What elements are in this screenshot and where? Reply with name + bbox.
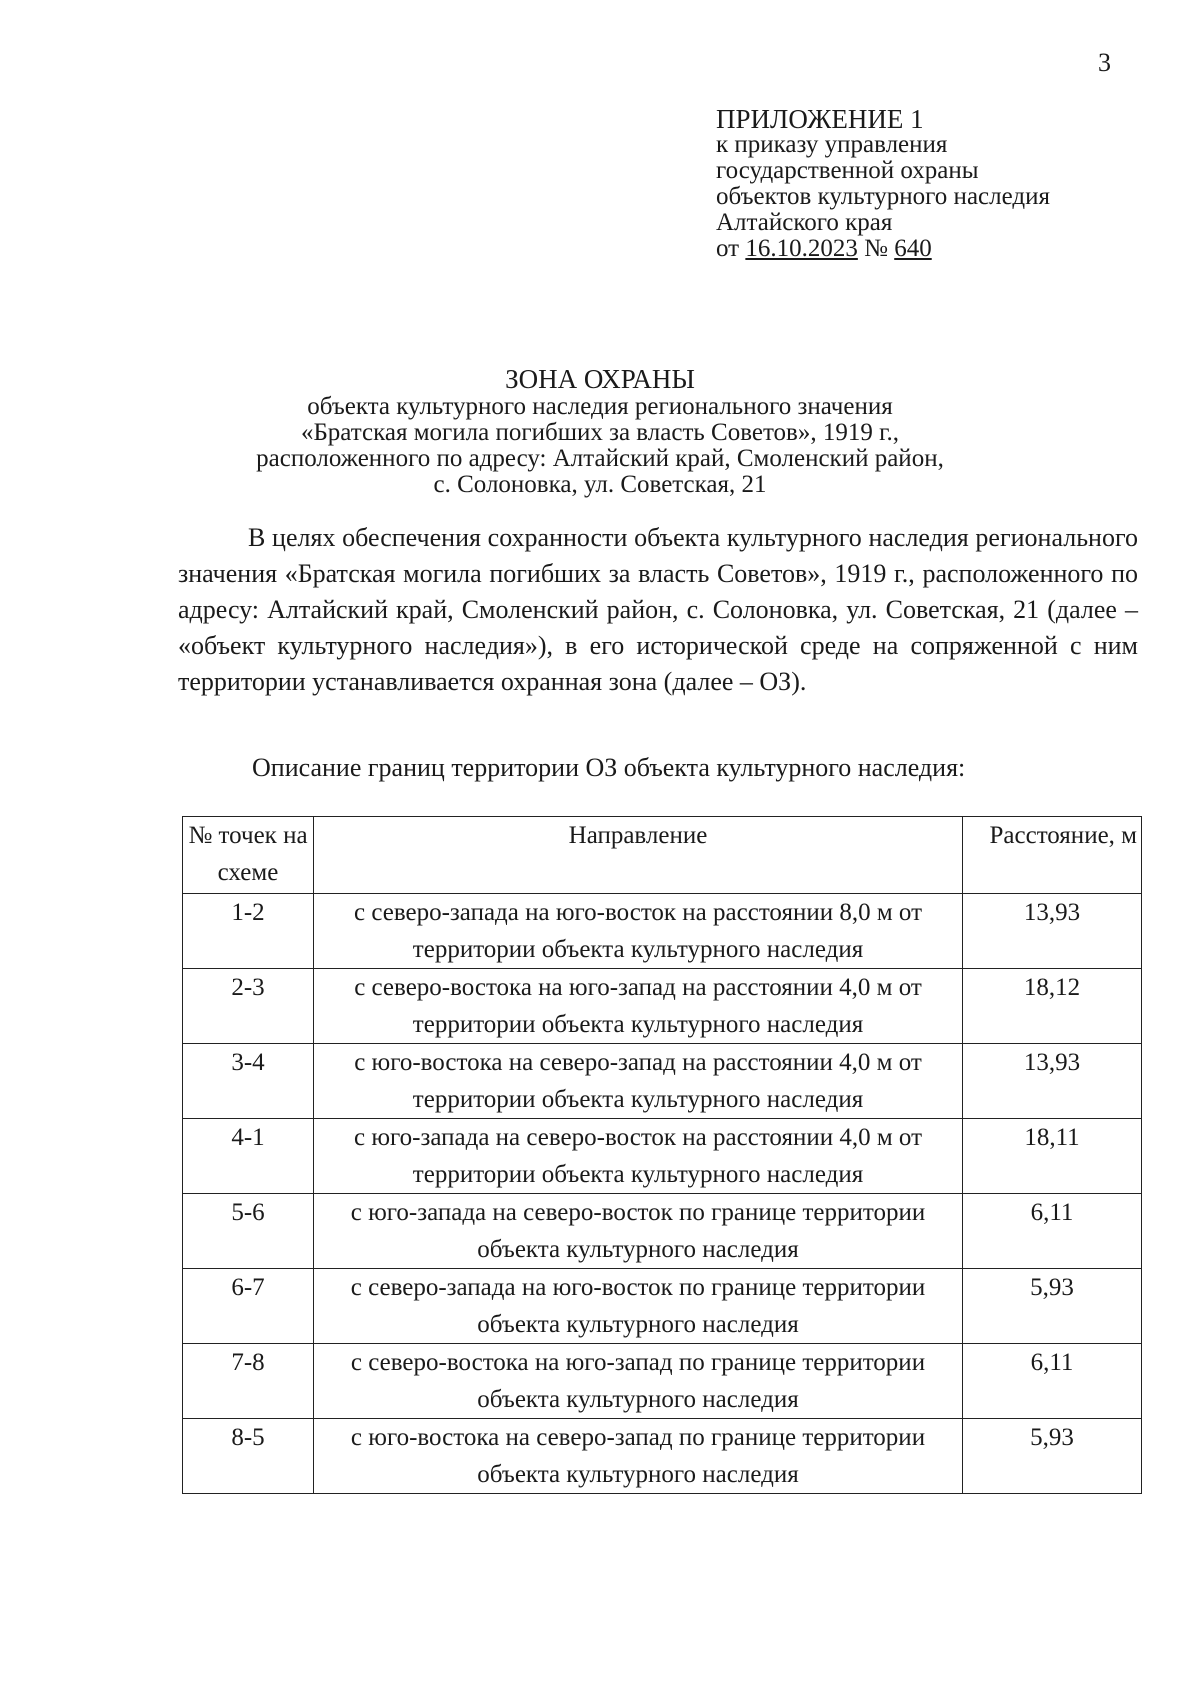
table-row	[183, 1044, 1142, 1119]
appendix-date-line	[716, 236, 1156, 262]
boundaries-table	[182, 816, 1142, 1494]
cell-distance: 18,12	[963, 969, 1142, 1044]
cell-points: 8-5	[183, 1419, 314, 1494]
table-header-row	[183, 817, 1142, 894]
table-row	[183, 1269, 1142, 1344]
page-number: 3	[1098, 48, 1111, 77]
cell-distance: 6,11	[963, 1194, 1142, 1269]
zone-title: ЗОНА ОХРАНЫ	[505, 364, 695, 394]
cell-distance: 5,93	[963, 1419, 1142, 1494]
cell-direction: с юго-запада на северо-восток по границе территории объекта культурного наследия	[314, 1194, 963, 1269]
table-row	[183, 1194, 1142, 1269]
cell-direction: с северо-востока на юго-запад на расстоянии 4,0 м от территории объекта культурного наследия	[314, 969, 963, 1044]
cell-direction: с северо-запада на юго-восток на расстоянии 8,0 м от территории объекта культурного наследия	[314, 894, 963, 969]
table-caption: Описание границ территории ОЗ объекта культурного наследия:	[252, 753, 966, 782]
zone-subtitle-line: с. Солоновка, ул. Советская, 21	[433, 471, 767, 498]
cell-distance: 13,93	[963, 894, 1142, 969]
cell-points: 5-6	[183, 1194, 314, 1269]
header-distance: Расстояние, м	[963, 817, 1142, 894]
appendix-line: Алтайского края	[716, 209, 893, 236]
zone-subtitle-line: объекта культурного наследия регионального значения	[307, 393, 893, 420]
order-number: 640	[894, 235, 932, 262]
table-row	[183, 1344, 1142, 1419]
cell-points: 4-1	[183, 1119, 314, 1194]
cell-points: 3-4	[183, 1044, 314, 1119]
cell-points: 7-8	[183, 1344, 314, 1419]
cell-distance: 6,11	[963, 1344, 1142, 1419]
table-row	[183, 969, 1142, 1044]
table-row	[183, 894, 1142, 969]
cell-distance: 13,93	[963, 1044, 1142, 1119]
cell-points: 1-2	[183, 894, 314, 969]
cell-direction: с северо-запада на юго-восток по границе территории объекта культурного наследия	[314, 1269, 963, 1344]
cell-distance: 18,11	[963, 1119, 1142, 1194]
appendix-line: к приказу управления	[716, 131, 948, 158]
header-direction: Направление	[314, 817, 963, 894]
date-prefix: от	[716, 235, 746, 262]
cell-points: 2-3	[183, 969, 314, 1044]
cell-direction: с юго-запада на северо-восток на расстоянии 4,0 м от территории объекта культурного наследия	[314, 1119, 963, 1194]
header-points: № точек на схеме	[183, 817, 314, 894]
appendix-line: государственной охраны	[716, 157, 979, 184]
cell-direction: с юго-востока на северо-запад по границе территории объекта культурного наследия	[314, 1419, 963, 1494]
appendix-title: ПРИЛОЖЕНИЕ 1	[716, 104, 924, 134]
appendix-block	[716, 106, 1156, 262]
cell-distance: 5,93	[963, 1269, 1142, 1344]
table-row	[183, 1419, 1142, 1494]
cell-direction: с юго-востока на северо-запад на расстоянии 4,0 м от территории объекта культурного наследия	[314, 1044, 963, 1119]
cell-points: 6-7	[183, 1269, 314, 1344]
cell-direction: с северо-востока на юго-запад по границе территории объекта культурного наследия	[314, 1344, 963, 1419]
appendix-line: объектов культурного наследия	[716, 183, 1050, 210]
table-row	[183, 1119, 1142, 1194]
number-sign: №	[857, 235, 895, 262]
intro-paragraph: В целях обеспечения сохранности объекта культурного наследия регионального значения «Братская могила погибших за власть Советов», 1919 г., расположенного по адресу: Алтайский край, Смоленский район, с. Солоновка, ул. Советская, 21 (далее – «объект культурного наследия»), в его исторической среде на сопряженной с ним территории устанавливается охранная зона (далее – ОЗ).	[178, 523, 1138, 696]
order-date: 16.10.2023	[745, 235, 858, 262]
zone-subtitle-line: «Братская могила погибших за власть Советов», 1919 г.,	[300, 419, 900, 446]
zone-subtitle-line: расположенного по адресу: Алтайский край, Смоленский район,	[256, 445, 944, 472]
zone-header	[150, 366, 1050, 498]
